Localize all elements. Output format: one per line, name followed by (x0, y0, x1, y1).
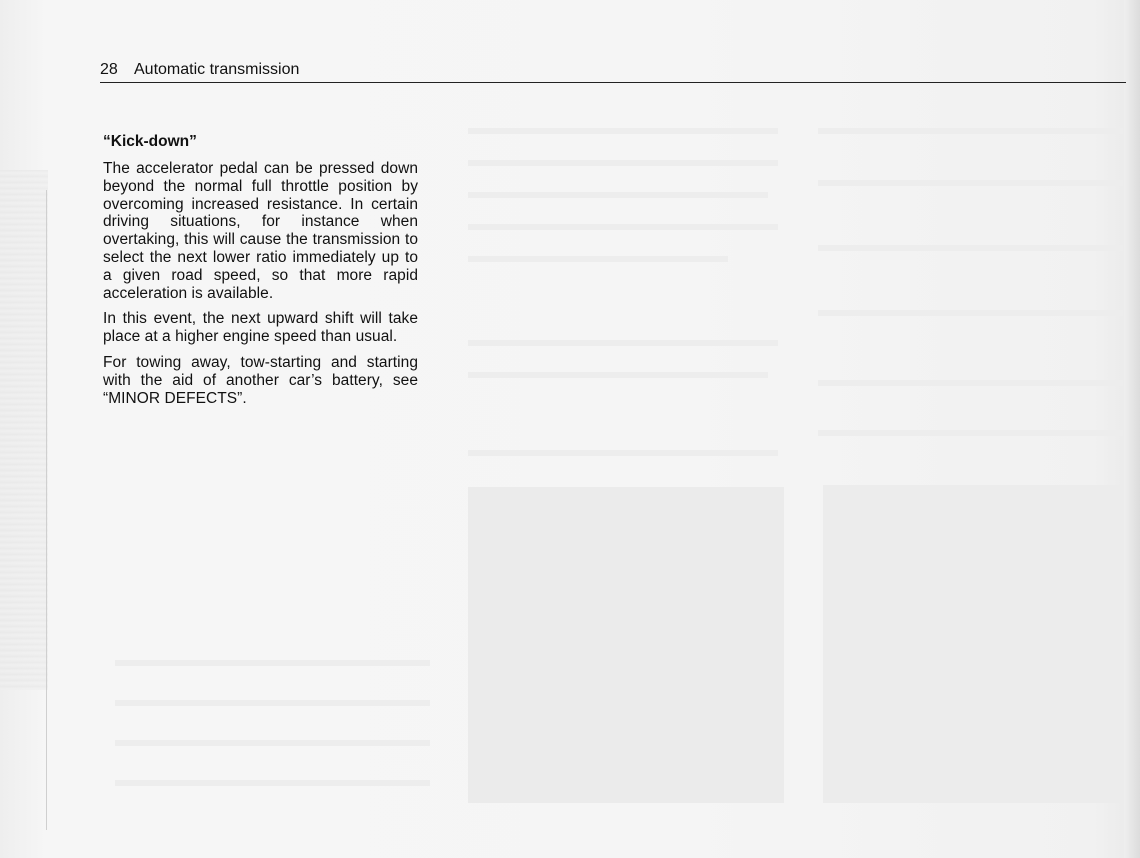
bleed-through-text (818, 310, 1123, 316)
bleed-through-text (468, 192, 768, 198)
page-number: 28 (100, 61, 118, 78)
section-title: Automatic transmission (134, 61, 300, 78)
bleed-through-text (115, 780, 430, 786)
binding-line (46, 190, 47, 830)
paragraph-kickdown-description: The accelerator pedal can be pressed down beyond the normal full throttle position by overcoming increased resistance. In certain driving situations, for instance when overtaking, this will cause the transmission to select the next lower ratio immediately up to a given road speed, so that more rapid acceleration is available. (103, 160, 418, 302)
bleed-through-text (468, 128, 778, 134)
page-edge-shadow (1124, 0, 1140, 858)
bleed-through-text (818, 245, 1123, 251)
bleed-through-text (818, 430, 1123, 436)
text-column (103, 131, 418, 415)
paragraph-upward-shift: In this event, the next upward shift will take place at a higher engine speed than usual. (103, 310, 418, 346)
bleed-through-text (468, 450, 778, 456)
bleed-through-photo (468, 487, 784, 803)
bleed-through-photo (823, 485, 1123, 803)
bleed-through-text (115, 660, 430, 666)
page-header (100, 60, 1126, 82)
bleed-through-text (818, 180, 1123, 186)
bleed-through-text (468, 372, 768, 378)
bleed-through-text (818, 128, 1123, 134)
binding-edge (0, 170, 48, 690)
bleed-through-text (468, 160, 778, 166)
subsection-heading: “Kick-down” (103, 133, 197, 150)
bleed-through-text (818, 380, 1123, 386)
bleed-through-text (115, 740, 430, 746)
bleed-through-text (468, 340, 778, 346)
paragraph-towing-reference: For towing away, tow-starting and starting with the aid of another car’s battery, see “MINOR DEFECTS”. (103, 353, 418, 407)
bleed-through-text (115, 700, 430, 706)
bleed-through-text (468, 224, 778, 230)
header-divider (100, 82, 1126, 83)
bleed-through-text (468, 256, 728, 262)
